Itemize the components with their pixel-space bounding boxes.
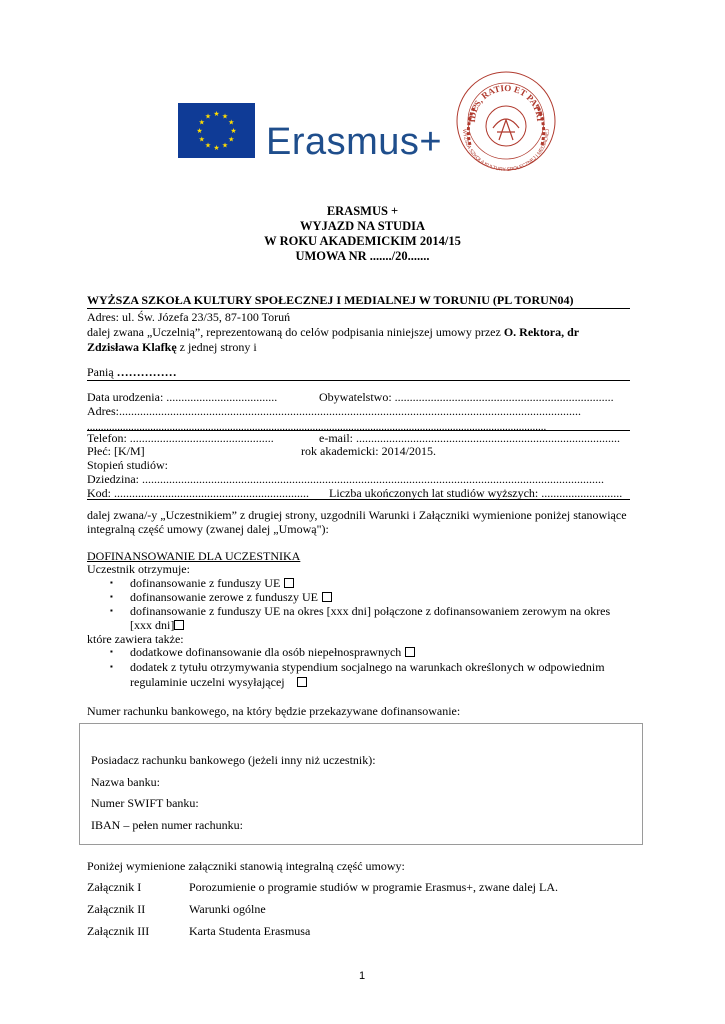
eu-star-icon: ★ (198, 118, 205, 127)
gender-field[interactable]: Płeć: [K/M] (87, 444, 145, 458)
annexes-intro: Poniżej wymienione załączniki stanowią integralną część umowy: (87, 859, 405, 873)
bullet-icon: ▪ (110, 578, 113, 587)
institution-address: Adres: ul. Św. Józefa 23/35, 87-100 Toruń (87, 310, 291, 324)
eu-star-icon: ★ (213, 144, 220, 152)
svg-text:FIDES, RATIO ET PATRIA (455, 70, 545, 123)
bank-name-field[interactable]: Nazwa banku: (91, 775, 160, 789)
seal-ring-text: WYŻSZA SZKOŁA KULTURY SPOŁECZNEJ I MEDIALNEJ (460, 128, 551, 172)
eu-flag-logo (178, 103, 255, 158)
bank-iban-field[interactable]: IBAN – pełen numer rachunku: (91, 818, 243, 832)
bullet-icon: ▪ (110, 606, 113, 615)
participant-bottom-divider (87, 499, 630, 500)
checkbox-zero-funding[interactable] (322, 592, 332, 602)
doc-title-block (0, 204, 725, 264)
erasmus-logo-text: Erasmus+ (266, 121, 443, 163)
eu-star-icon: ★ (228, 118, 235, 127)
funding-extra-social: dodatek z tytułu otrzymywania stypendium socjalnego na warunkach określonych w odpowiednim (130, 660, 605, 674)
study-level-field[interactable]: Stopień studiów: (87, 458, 169, 472)
academic-year: rok akademicki: 2014/2015. (301, 444, 436, 458)
eu-star-icon: ★ (228, 135, 235, 144)
svg-text:WYŻSZA SZKOŁA KULTURY SPOŁECZN (461, 129, 551, 172)
eu-star-icon: ★ (221, 112, 229, 121)
funding-heading: DOFINANSOWANIE DLA UCZESTNIKA (87, 549, 301, 563)
funding-option-zero: dofinansowanie zerowe z funduszy UE (130, 590, 332, 604)
address-field[interactable]: Adres:.......................................................................................................................................................... (87, 404, 581, 418)
annex-text: Warunki ogólne (189, 902, 266, 916)
rector-name-line: Zdzisława Klafkę z jednej strony i (87, 340, 257, 354)
bullet-icon: ▪ (110, 662, 113, 671)
institution-name: WYŻSZA SZKOŁA KULTURY SPOŁECZNEJ I MEDIALNEJ W TORUNIU (PL TORUN04) (87, 293, 574, 307)
bank-intro: Numer rachunku bankowego, na który będzie przekazywane dofinansowanie: (87, 704, 461, 718)
title-line-4: UMOWA NR ......./20....... (295, 249, 430, 263)
phone-field[interactable]: Telefon: ................................................ (87, 431, 274, 445)
rector-name: Zdzisława Klafkę (87, 340, 177, 354)
eu-star-icon: ★ (196, 127, 203, 135)
eu-star-icon: ★ (198, 135, 205, 144)
citizenship-field[interactable]: Obywatelstwo: ......................................................................... (319, 390, 614, 404)
address-field-continued[interactable]: ....................................................................................................................................................................... (87, 421, 547, 433)
annex-label: Załącznik II (87, 902, 146, 916)
years-completed-field[interactable]: Liczba ukończonych lat studiów wyższych: ........................... (329, 486, 623, 500)
bullet-icon: ▪ (110, 647, 113, 656)
annex-label: Załącznik III (87, 924, 150, 938)
checkbox-disability[interactable] (405, 647, 415, 657)
participant-salutation: Panią …………… (87, 365, 177, 379)
code-field[interactable]: Kod: ................................................................. (87, 486, 309, 500)
eu-star-icon: ★ (230, 127, 237, 135)
funding-includes: które zawiera także: (87, 632, 184, 646)
bank-swift-field[interactable]: Numer SWIFT banku: (91, 796, 199, 810)
page-number: 1 (359, 970, 366, 982)
institution-representation: dalej zwana „Uczelnią”, reprezentowaną do celów podpisania niniejszej umowy przez O. Rektora, dr (87, 325, 580, 339)
seal-motto: IDES, RATIO ET PATRI (466, 82, 546, 123)
agreement-line-1: dalej zwana/-y „Uczestnikiem” z drugiej strony, uzgodnili Warunki i Załączniki wymienione poniżej stanowiące (87, 508, 627, 522)
title-line-1: ERASMUS + (326, 204, 399, 218)
eu-star-icon: ★ (221, 141, 229, 150)
funding-option-eu: dofinansowanie z funduszy UE (130, 576, 294, 590)
annex-label: Załącznik I (87, 880, 142, 894)
field-of-study[interactable]: Dziedzina: .......................................................................................................................................................... (87, 472, 604, 486)
funding-option-combined: dofinansowanie z funduszy UE na okres [xxx dni] połączone z dofinansowaniem zerowym na okres (130, 604, 611, 618)
checkbox-social[interactable] (297, 677, 307, 687)
bank-holder-field[interactable]: Posiadacz rachunku bankowego (jeżeli inny niż uczestnik): (91, 753, 376, 767)
agreement-line-2: integralną część umowy (zwanej dalej „Umową"): (87, 522, 329, 536)
annex-text: Porozumienie o programie studiów w programie Erasmus+, zwane dalej LA. (189, 880, 558, 894)
funding-extra-disability: dodatkowe dofinansowanie dla osób niepełnosprawnych (130, 645, 415, 659)
eu-star-icon: ★ (204, 112, 212, 121)
email-field[interactable]: e-mail: ........................................................................................ (319, 431, 620, 445)
institution-divider (87, 308, 630, 309)
rector-title: O. Rektora, dr (503, 325, 580, 339)
checkbox-eu-funding[interactable] (284, 578, 294, 588)
participant-name-field[interactable]: …………… (116, 365, 177, 379)
annex-text: Karta Studenta Erasmusa (189, 924, 311, 938)
participant-divider (87, 380, 630, 381)
eu-star-icon: ★ (213, 110, 220, 118)
bullet-icon: ▪ (110, 592, 113, 601)
birth-date-field[interactable]: Data urodzenia: ..................................... (87, 390, 278, 404)
funding-receives: Uczestnik otrzymuje: (87, 562, 190, 576)
funding-extra-social-cont: regulaminie uczelni wysyłającej (130, 675, 307, 689)
title-line-2: WYJAZD NA STUDIA (299, 219, 426, 233)
checkbox-combined-funding[interactable] (174, 620, 184, 630)
funding-option-combined-cont: [xxx dni] (130, 618, 184, 632)
title-line-3: W ROKU AKADEMICKIM 2014/15 (264, 234, 461, 248)
university-seal-logo (455, 70, 557, 172)
eu-star-icon: ★ (204, 141, 212, 150)
